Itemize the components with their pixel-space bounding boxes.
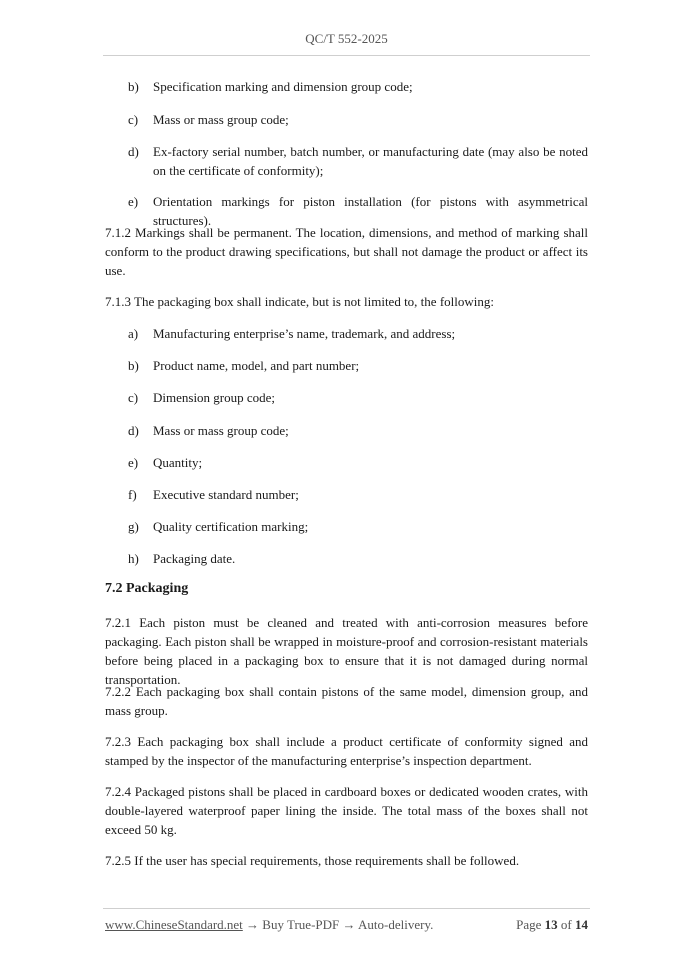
paragraph-7-2-4: 7.2.4 Packaged pistons shall be placed in cardboard boxes or dedicated wooden crates, with double-layered waterproof paper lining the inside. The total mass of the boxes shall not exceed 50 kg. bbox=[105, 784, 588, 837]
list-label: a) bbox=[128, 326, 139, 341]
list-text: Mass or mass group code; bbox=[153, 112, 289, 127]
list-label: g) bbox=[128, 519, 139, 534]
list-item bbox=[128, 110, 588, 129]
list-label: f) bbox=[128, 487, 137, 502]
section-heading-7-2: 7.2 Packaging bbox=[105, 581, 189, 596]
list-item bbox=[128, 77, 588, 96]
list-text: Ex-factory serial number, batch number, or manufacturing date (may also be noted on the certificate of conformity); bbox=[153, 144, 588, 178]
list-item bbox=[128, 356, 588, 375]
page-total: 14 bbox=[575, 917, 588, 932]
list-text: Dimension group code; bbox=[153, 390, 276, 405]
document-id-header: QC/T 552-2025 bbox=[305, 31, 388, 46]
list-item bbox=[128, 421, 588, 440]
list-text: Product name, model, and part number; bbox=[153, 358, 360, 373]
list-text: Quantity; bbox=[153, 455, 203, 470]
list-item bbox=[128, 517, 588, 536]
list-item bbox=[128, 549, 588, 568]
paragraph-7-1-2: 7.1.2 Markings shall be permanent. The location, dimensions, and method of marking shall conform to the product drawing specifications, but shall not damage the product or affect its use. bbox=[105, 225, 588, 278]
list-label: d) bbox=[128, 144, 139, 159]
website-link[interactable]: www.ChineseStandard.net bbox=[105, 917, 243, 932]
header-divider bbox=[103, 55, 590, 56]
list-text: Mass or mass group code; bbox=[153, 423, 289, 438]
list-label: c) bbox=[128, 390, 139, 405]
paragraph-7-1-3: 7.1.3 The packaging box shall indicate, but is not limited to, the following: bbox=[105, 294, 494, 309]
paragraph-7-2-1: 7.2.1 Each piston must be cleaned and treated with anti-corrosion measures before packaging. Each piston shall be wrapped in moisture-proof and corrosion-resistant materials before being placed in a packaging box to ensure that it is not damaged during normal transportation. bbox=[105, 615, 588, 687]
paragraph-7-2-5: 7.2.5 If the user has special requirements, those requirements shall be followed. bbox=[105, 853, 520, 868]
list-text: Orientation markings for piston installation (for pistons with asymmetrical structures). bbox=[153, 194, 588, 228]
page-number: 13 bbox=[544, 917, 558, 932]
page-indicator bbox=[516, 917, 588, 933]
list-label: e) bbox=[128, 194, 139, 209]
list-item bbox=[128, 388, 588, 407]
page-label: Page bbox=[516, 917, 542, 932]
paragraph-7-2-2: 7.2.2 Each packaging box shall contain pistons of the same model, dimension group, and mass group. bbox=[105, 684, 588, 718]
paragraph-7-2-3: 7.2.3 Each packaging box shall include a product certificate of conformity signed and stamped by the inspector of the manufacturing enterprise’s inspection department. bbox=[105, 734, 588, 768]
footer-divider bbox=[103, 908, 590, 909]
list-label: h) bbox=[128, 551, 139, 566]
footer bbox=[105, 917, 588, 933]
list-label: b) bbox=[128, 79, 139, 94]
of-label: of bbox=[560, 917, 572, 932]
list-item bbox=[128, 142, 588, 180]
list-label: e) bbox=[128, 455, 139, 470]
list-text: Specification marking and dimension group code; bbox=[153, 79, 413, 94]
list-text: Manufacturing enterprise’s name, trademark, and address; bbox=[153, 326, 456, 341]
footer-text: → Buy True-PDF → Auto-delivery. bbox=[242, 917, 434, 932]
list-text: Quality certification marking; bbox=[153, 519, 309, 534]
list-label: b) bbox=[128, 358, 139, 373]
list-text: Packaging date. bbox=[153, 551, 236, 566]
list-item bbox=[128, 485, 588, 504]
list-item bbox=[128, 324, 588, 343]
list-item bbox=[128, 453, 588, 472]
list-text: Executive standard number; bbox=[153, 487, 299, 502]
list-label: d) bbox=[128, 423, 139, 438]
list-label: c) bbox=[128, 112, 139, 127]
